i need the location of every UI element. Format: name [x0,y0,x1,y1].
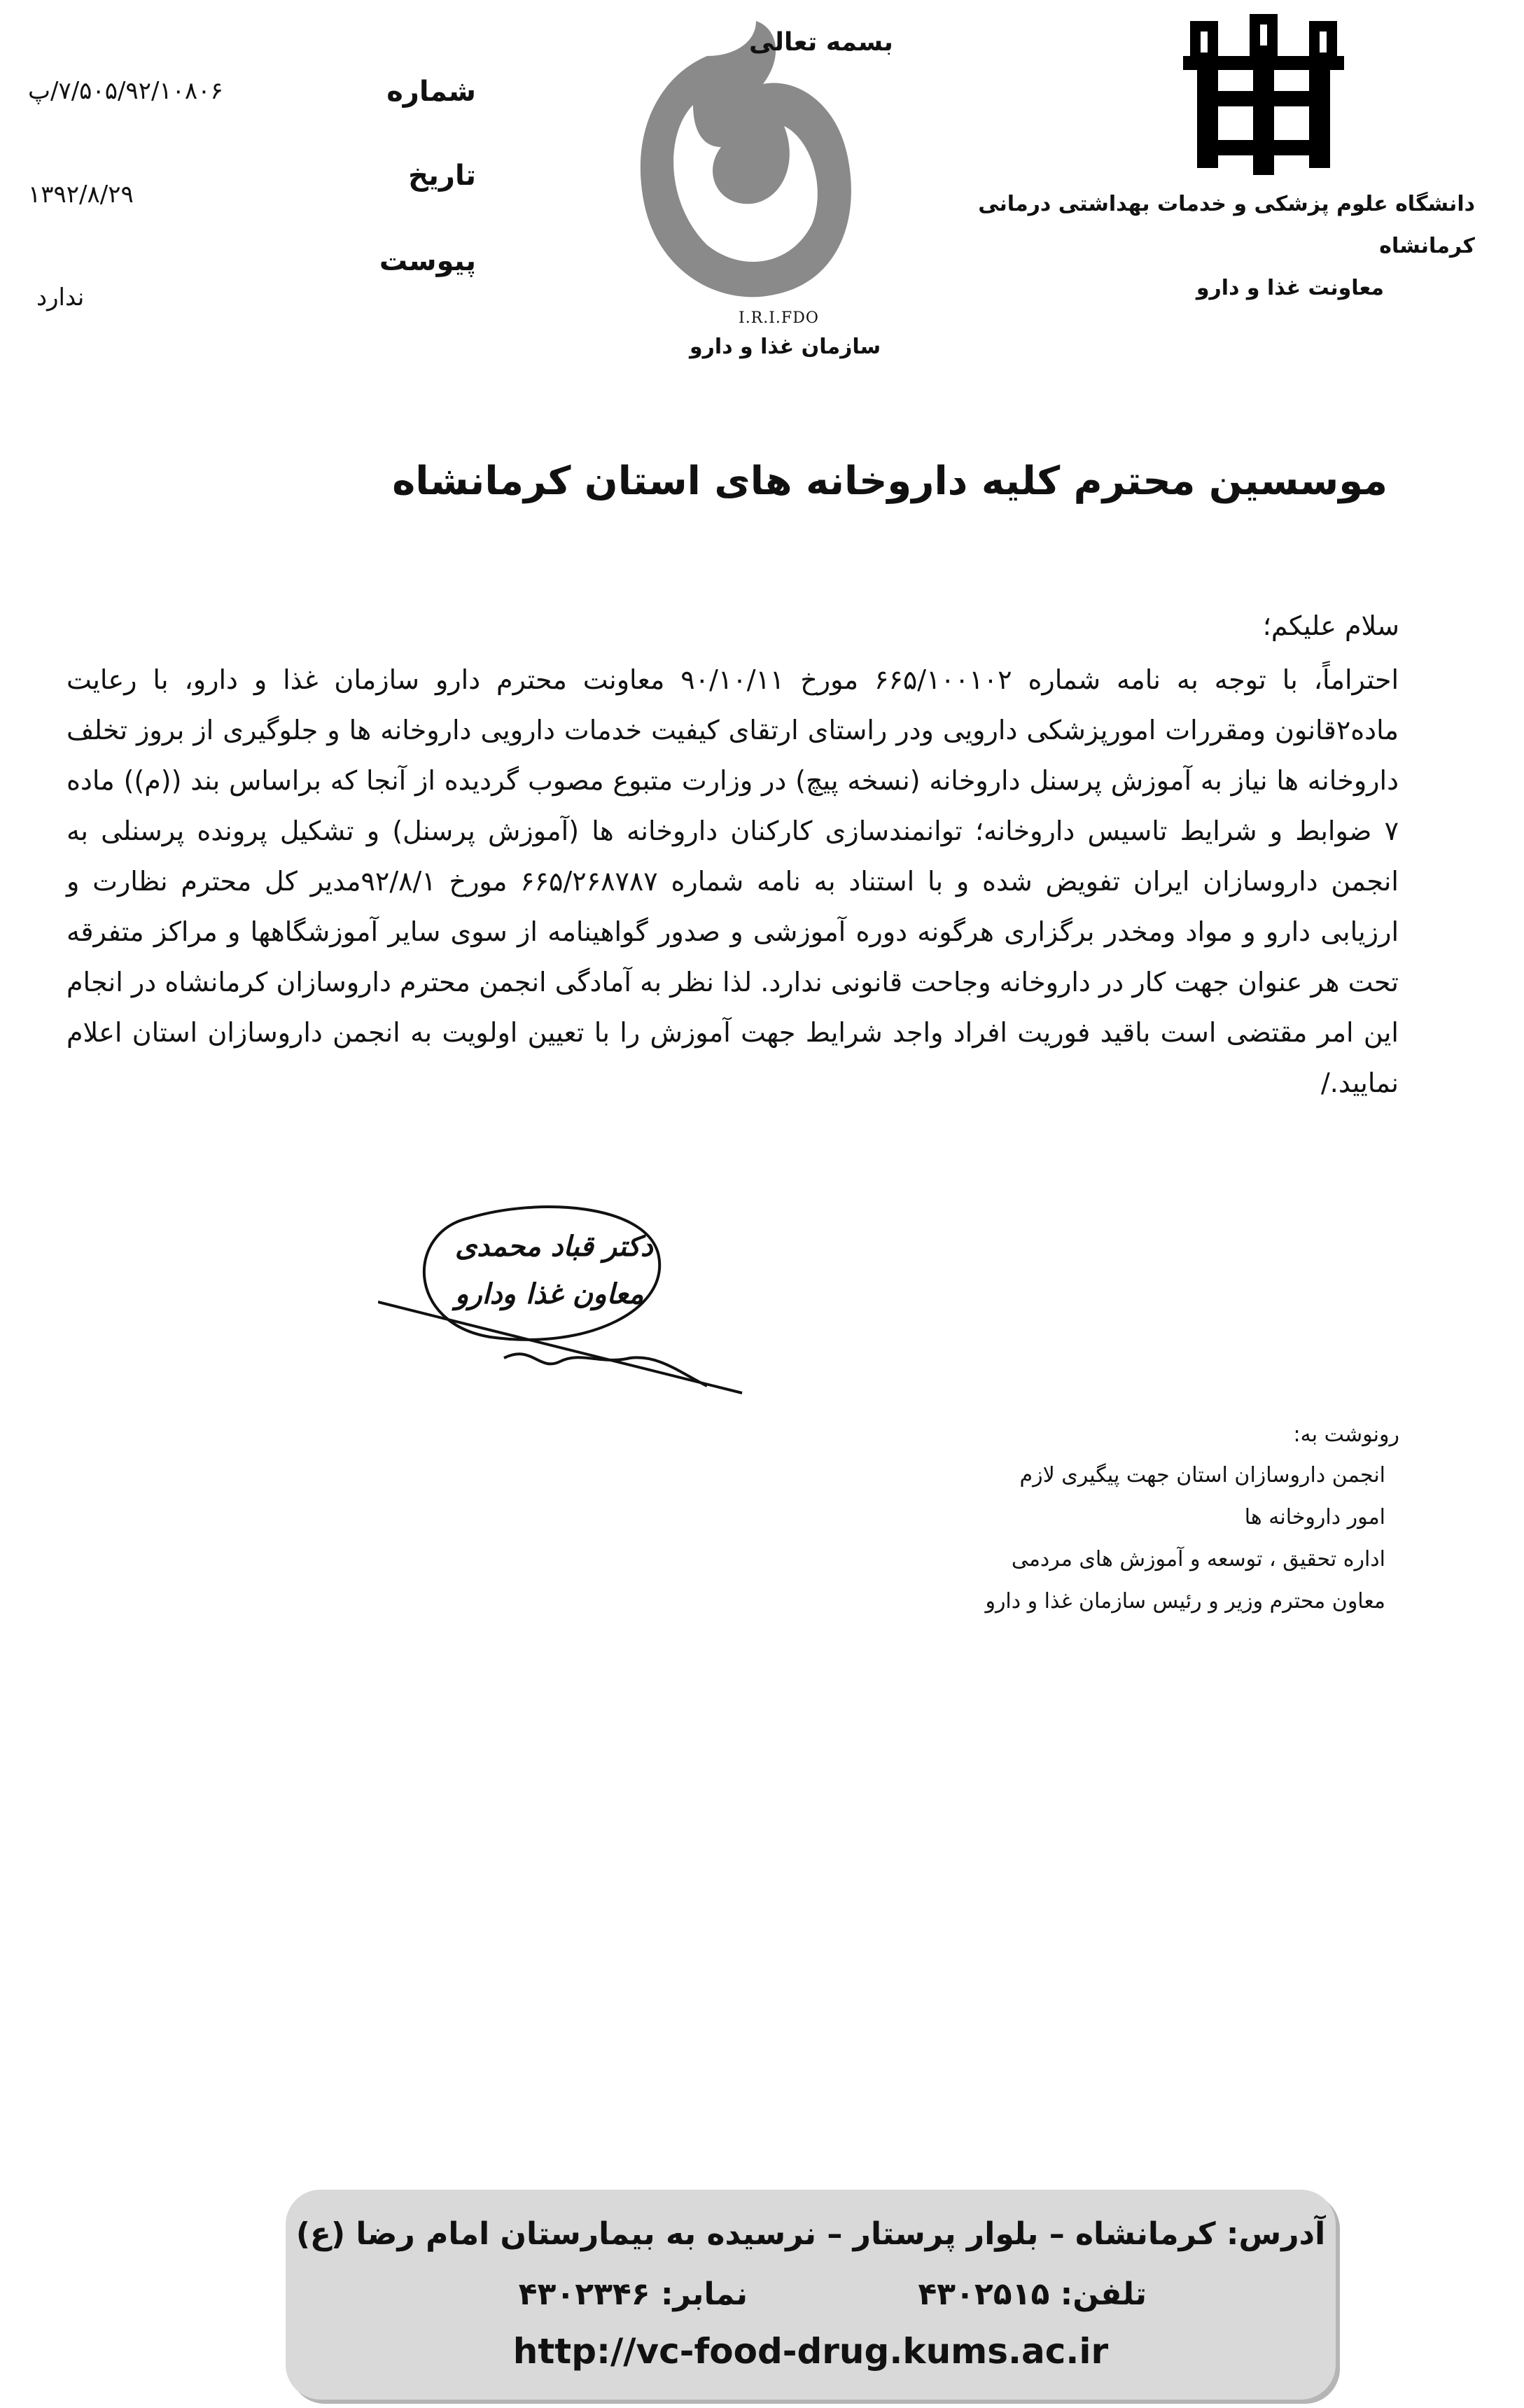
attachment-value: ندارد [36,284,85,312]
attachment-label: پیوست [379,245,476,277]
signatory-title: معاون غذا ودارو [455,1278,644,1310]
footer-address: آدرس: کرمانشاه – بلوار پرستار – نرسیده به بیمارستان امام رضا (ع) [295,2216,1326,2252]
footer-fax: نمابر: ۴۳۰۲۳۴۶ [518,2276,748,2312]
cc-item: اداره تحقیق ، توسعه و آموزش های مردمی [1011,1547,1385,1572]
signatory-name: دکتر قباد محمدی [455,1231,653,1263]
fdo-latin-name: I.R.I.FDO [739,309,819,327]
greeting: سلام علیکم؛ [1262,610,1399,641]
cc-item: امور داروخانه ها [1244,1505,1385,1530]
date-label: تاریخ [408,160,476,192]
letter-body: احتراماً، با توجه به نامه شماره ۶۶۵/۱۰۰۱۰۲ مورخ ۹۰/۱۰/۱۱ معاونت محترم دارو سازمان غذا و دارو، با رعایت ماده۲قانون ومقررات امورپزشکی دارویی ودر راستای ارتقای کیفیت خدمات دارویی داروخانه ها و جلوگیری از بروز تخلف داروخانه ها نیاز به آموزش پرسنل داروخانه (نسخه پیچ) در وزارت متبوع مصوب گردیده از آنجا که براساس بند ((م)) ماده ۷ ضوابط و شرایط تاسیس داروخانه؛ توانمندسازی کارکنان داروخانه ها (آموزش پرسنل) و تشکیل پرونده پرسنلی به انجمن داروسازان ایران تفویض شده و با استناد به نامه شماره ۶۶۵/۲۶۸۷۸۷ مورخ ۹۲/۸/۱مدیر کل محترم نظارت و ارزیابی دارو و مواد ومخدر برگزاری هرگونه دوره آموزشی و صدور گواهینامه از سوی سایر آموزشگاهها و مراکز متفرقه تحت هر عنوان جهت کار در داروخانه وجاحت قانونی ندارد. لذا نظر به آمادگی انجمن محترم داروسازان کرمانشاه در انجام این امر مقتضی است باقید فوریت افراد واجد شرایط جهت آموزش را با تعیین اولویت به انجمن داروسازان استان اعلام نمایید./ [67,664,1399,1098]
university-name-line2: معاونت غذا و دارو [1196,276,1384,300]
cc-label: رونوشت به: [1293,1422,1399,1447]
date-value: ۱۳۹۲/۸/۲۹ [28,181,134,209]
fdo-bismillah: بسمه تعالی [749,28,893,57]
number-label: شماره [386,76,476,108]
university-name [943,183,1475,309]
recipient-heading: موسسین محترم کلیه داروخانه های استان کرمانشاه [392,458,1387,504]
fdo-persian-name: سازمان غذا و دارو [690,335,881,359]
university-logo-icon [1183,14,1344,175]
number-value: ۷/۵۰۵/۹۲/۱۰۸۰۶/پ [28,77,223,105]
footer-phone: تلفن: ۴۳۰۲۵۱۵ [918,2276,1147,2312]
cc-item: معاون محترم وزیر و رئیس سازمان غذا و دارو [985,1589,1385,1614]
footer-website-link[interactable]: http://vc-food-drug.kums.ac.ir [512,2331,1109,2372]
footer-contact-box [286,2190,1336,2400]
university-name-line1: دانشگاه علوم پزشکی و خدمات بهداشتی درمانی کرمانشاه [978,192,1475,258]
cc-item: انجمن داروسازان استان جهت پیگیری لازم [1019,1463,1385,1488]
